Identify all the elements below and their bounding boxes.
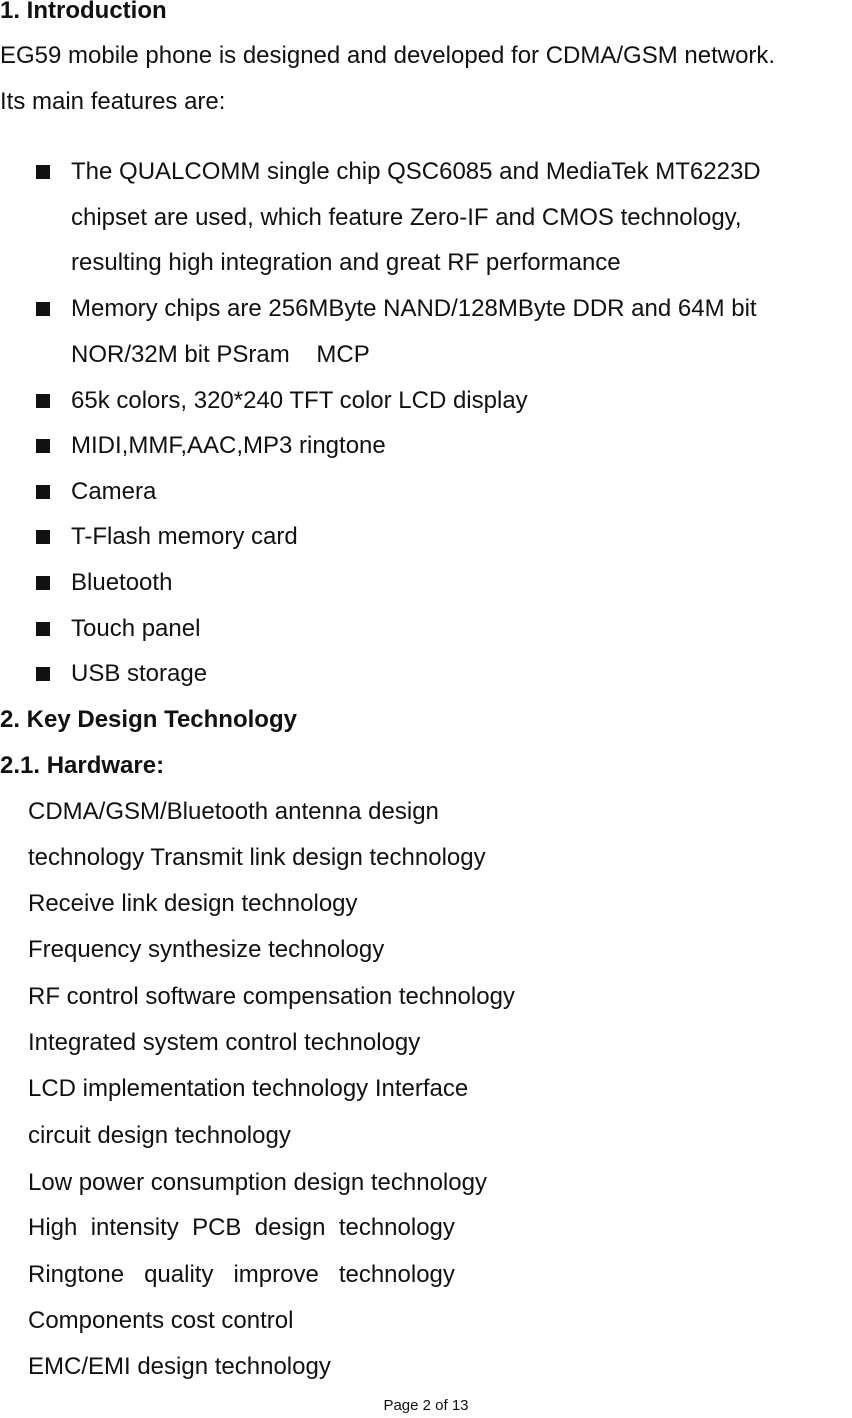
feature-5: Camera — [71, 478, 157, 505]
intro-line-2: Its main features are: — [0, 88, 226, 115]
hardware-item-11: Ringtone quality improve technology — [28, 1261, 455, 1288]
hardware-item-5: RF control software compensation technology — [28, 983, 515, 1010]
feature-1-line-3: resulting high integration and great RF performance — [71, 249, 621, 276]
hardware-item-13: EMC/EMI design technology — [28, 1353, 331, 1380]
feature-1-line-1: The QUALCOMM single chip QSC6085 and MediaTek MT6223D — [71, 158, 761, 185]
hardware-item-7: LCD implementation technology Interface — [28, 1075, 469, 1102]
feature-2-line-2: NOR/32M bit PSram MCP — [71, 341, 370, 368]
hardware-item-6: Integrated system control technology — [28, 1029, 421, 1056]
hardware-item-4: Frequency synthesize technology — [28, 936, 385, 963]
feature-9: USB storage — [71, 660, 208, 687]
square-bullet-icon — [36, 530, 50, 544]
hardware-item-12: Components cost control — [28, 1307, 294, 1334]
feature-2-line-1: Memory chips are 256MByte NAND/128MByte DDR and 64M bit — [71, 295, 757, 322]
square-bullet-icon — [36, 485, 50, 499]
square-bullet-icon — [36, 394, 50, 408]
feature-1-line-2: chipset are used, which feature Zero-IF and CMOS technology, — [71, 204, 742, 231]
square-bullet-icon — [36, 439, 50, 453]
hardware-item-8: circuit design technology — [28, 1122, 291, 1149]
hardware-item-2: technology Transmit link design technology — [28, 844, 486, 871]
square-bullet-icon — [36, 302, 50, 316]
hardware-item-3: Receive link design technology — [28, 890, 358, 917]
section-heading-introduction: 1. Introduction — [0, 0, 167, 24]
hardware-item-9: Low power consumption design technology — [28, 1169, 487, 1196]
hardware-item-1: CDMA/GSM/Bluetooth antenna design — [28, 798, 439, 825]
page-number-footer: Page 2 of 13 — [383, 1397, 469, 1414]
intro-line-1: EG59 mobile phone is designed and developed for CDMA/GSM network. — [0, 42, 776, 69]
square-bullet-icon — [36, 667, 50, 681]
hardware-item-10: High intensity PCB design technology — [28, 1214, 455, 1241]
feature-7: Bluetooth — [71, 569, 173, 596]
feature-6: T-Flash memory card — [71, 523, 298, 550]
square-bullet-icon — [36, 165, 50, 179]
feature-8: Touch panel — [71, 615, 201, 642]
subsection-heading-hardware: 2.1. Hardware: — [0, 752, 165, 779]
square-bullet-icon — [36, 576, 50, 590]
feature-4: MIDI,MMF,AAC,MP3 ringtone — [71, 432, 386, 459]
section-heading-key-design: 2. Key Design Technology — [0, 706, 297, 733]
square-bullet-icon — [36, 622, 50, 636]
feature-3: 65k colors, 320*240 TFT color LCD display — [71, 387, 528, 414]
